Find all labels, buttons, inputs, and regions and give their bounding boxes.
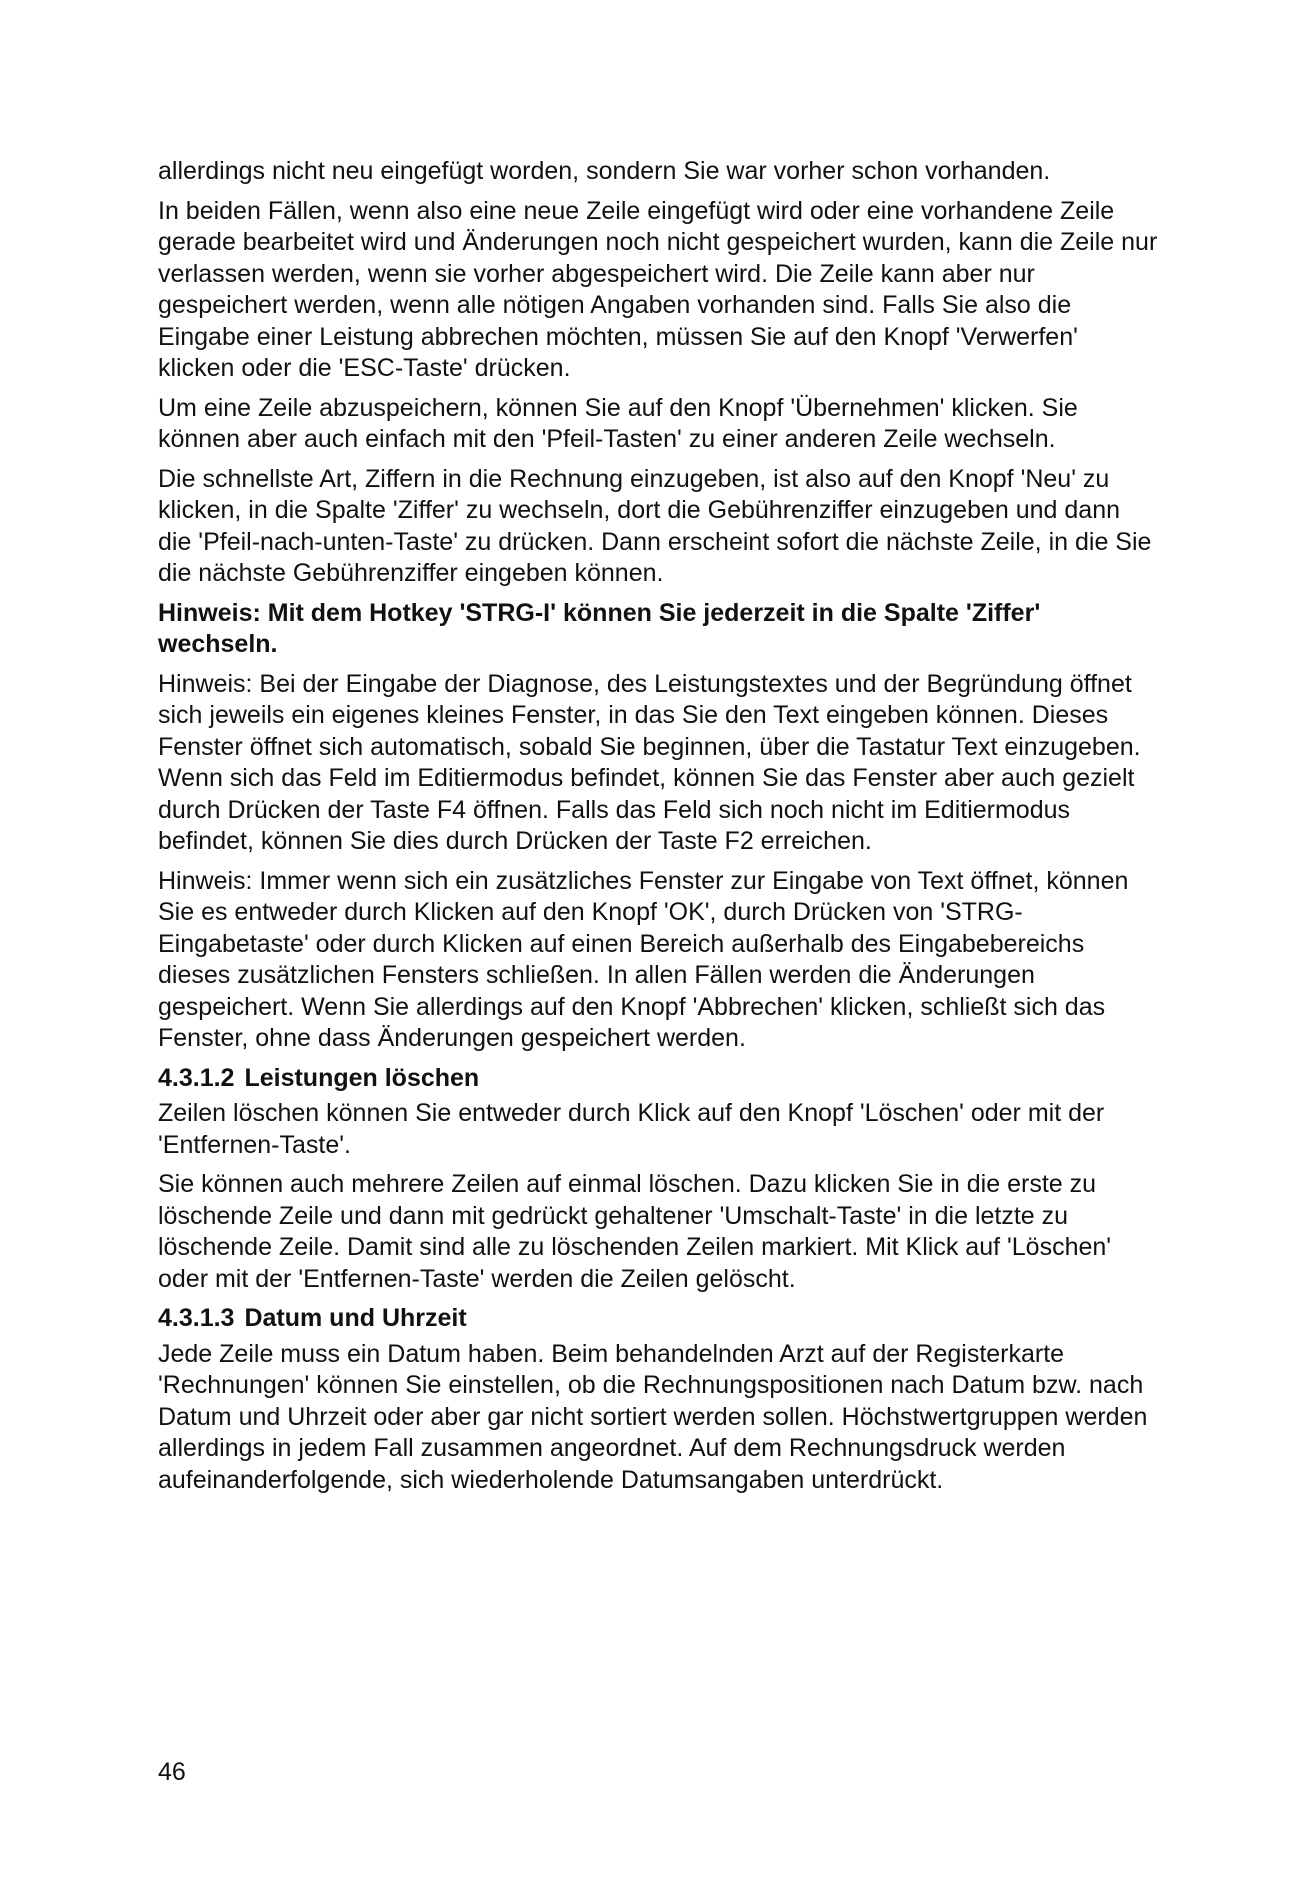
paragraph: Die schnellste Art, Ziffern in die Rechnung einzugeben, ist also auf den Knopf 'Neu' zu klicken, in die Spalte 'Ziffer' zu wechseln, dort die Gebührenziffer einzugeben und dann die 'Pfeil-nach-unten-Taste' zu drücken. Dann erscheint sofort die nächste Zeile, in die Sie die nächste Gebührenziffer eingeben können. — [158, 464, 1152, 587]
section-number: 4.3.1.3 — [158, 1304, 235, 1332]
section-title: Datum und Uhrzeit — [244, 1304, 467, 1332]
hint-paragraph: Hinweis: Bei der Eingabe der Diagnose, des Leistungstextes und der Begründung öffnet sich jeweils ein eigenes kleines Fenster, in das Sie den Text eingeben können. Dieses Fenster öffnet sich automatisch, sobald Sie beginnen, über die Tastatur Text einzugeben. Wenn sich das Feld im Editiermodus befindet, können Sie das Fenster aber auch gezielt durch Drücken der Taste F4 öffnen. Falls das Feld sich noch nicht im Editiermodus befindet, können Sie dies durch Drücken der Taste F2 erreichen. — [158, 669, 1141, 855]
section-number: 4.3.1.2 — [158, 1063, 235, 1092]
hint-paragraph: Hinweis: Immer wenn sich ein zusätzliches Fenster zur Eingabe von Text öffnet, können Sie es entweder durch Klicken auf den Knopf 'OK', durch Drücken von 'STRG-Eingabetaste' oder durch Klicken auf einen Bereich außerhalb des Eingabebereichs dieses zusätzlichen Fensters schließen. In allen Fällen werden die Änderungen gespeichert. Wenn Sie allerdings auf den Knopf 'Abbrechen' klicken, schließt sich das Fenster, ohne dass Änderungen gespeichert werden. — [158, 866, 1129, 1052]
paragraph: In beiden Fällen, wenn also eine neue Zeile eingefügt wird oder eine vorhandene Zeile gerade bearbeitet wird und Änderungen noch nicht gespeichert wurden, kann die Zeile nur verlassen werden, wenn sie vorher abgespeichert wird. Die Zeile kann aber nur gespeichert werden, wenn alle nötigen Angaben vorhanden sind. Falls Sie also die Eingabe einer Leistung abbrechen möchten, müssen Sie auf den Knopf 'Verwerfen' klicken oder die 'ESC-Taste' drücken. — [158, 196, 1158, 382]
section-heading-date — [158, 1303, 1158, 1335]
page-content — [158, 156, 1158, 1504]
paragraph: Zeilen löschen können Sie entweder durch Klick auf den Knopf 'Löschen' oder mit der 'Entfernen-Taste'. — [158, 1099, 1105, 1159]
paragraph: Sie können auch mehrere Zeilen auf einmal löschen. Dazu klicken Sie in die erste zu löschende Zeile und dann mit gedrückt gehaltener 'Umschalt-Taste' in die letzte zu löschende Zeile. Damit sind alle zu löschenden Zeilen markiert. Mit Klick auf 'Löschen' oder mit der 'Entfernen-Taste' werden die Zeilen gelöscht. — [158, 1170, 1112, 1293]
page-number: 46 — [158, 1758, 186, 1786]
paragraph: allerdings nicht neu eingefügt worden, sondern Sie war vorher schon vorhanden. — [158, 157, 1051, 185]
section-title: Leistungen löschen — [244, 1063, 480, 1092]
hotkey-hint: Hinweis: Mit dem Hotkey 'STRG-I' können Sie jederzeit in die Spalte 'Ziffer' wechseln. — [158, 598, 1041, 658]
paragraph: Jede Zeile muss ein Datum haben. Beim behandelnden Arzt auf der Registerkarte 'Rechnungen' können Sie einstellen, ob die Rechnungspositionen nach Datum bzw. nach Datum und Uhrzeit oder aber gar nicht sortiert werden sollen. Höchstwertgruppen werden allerdings in jedem Fall zusammen angeordnet. Auf dem Rechnungsdruck werden aufeinanderfolgende, sich wiederholende Datumsangaben unterdrückt. — [158, 1339, 1148, 1494]
paragraph: Um eine Zeile abzuspeichern, können Sie auf den Knopf 'Übernehmen' klicken. Sie können aber auch einfach mit den 'Pfeil-Tasten' zu einer anderen Zeile wechseln. — [158, 393, 1078, 453]
section-heading-delete — [158, 1063, 1158, 1095]
